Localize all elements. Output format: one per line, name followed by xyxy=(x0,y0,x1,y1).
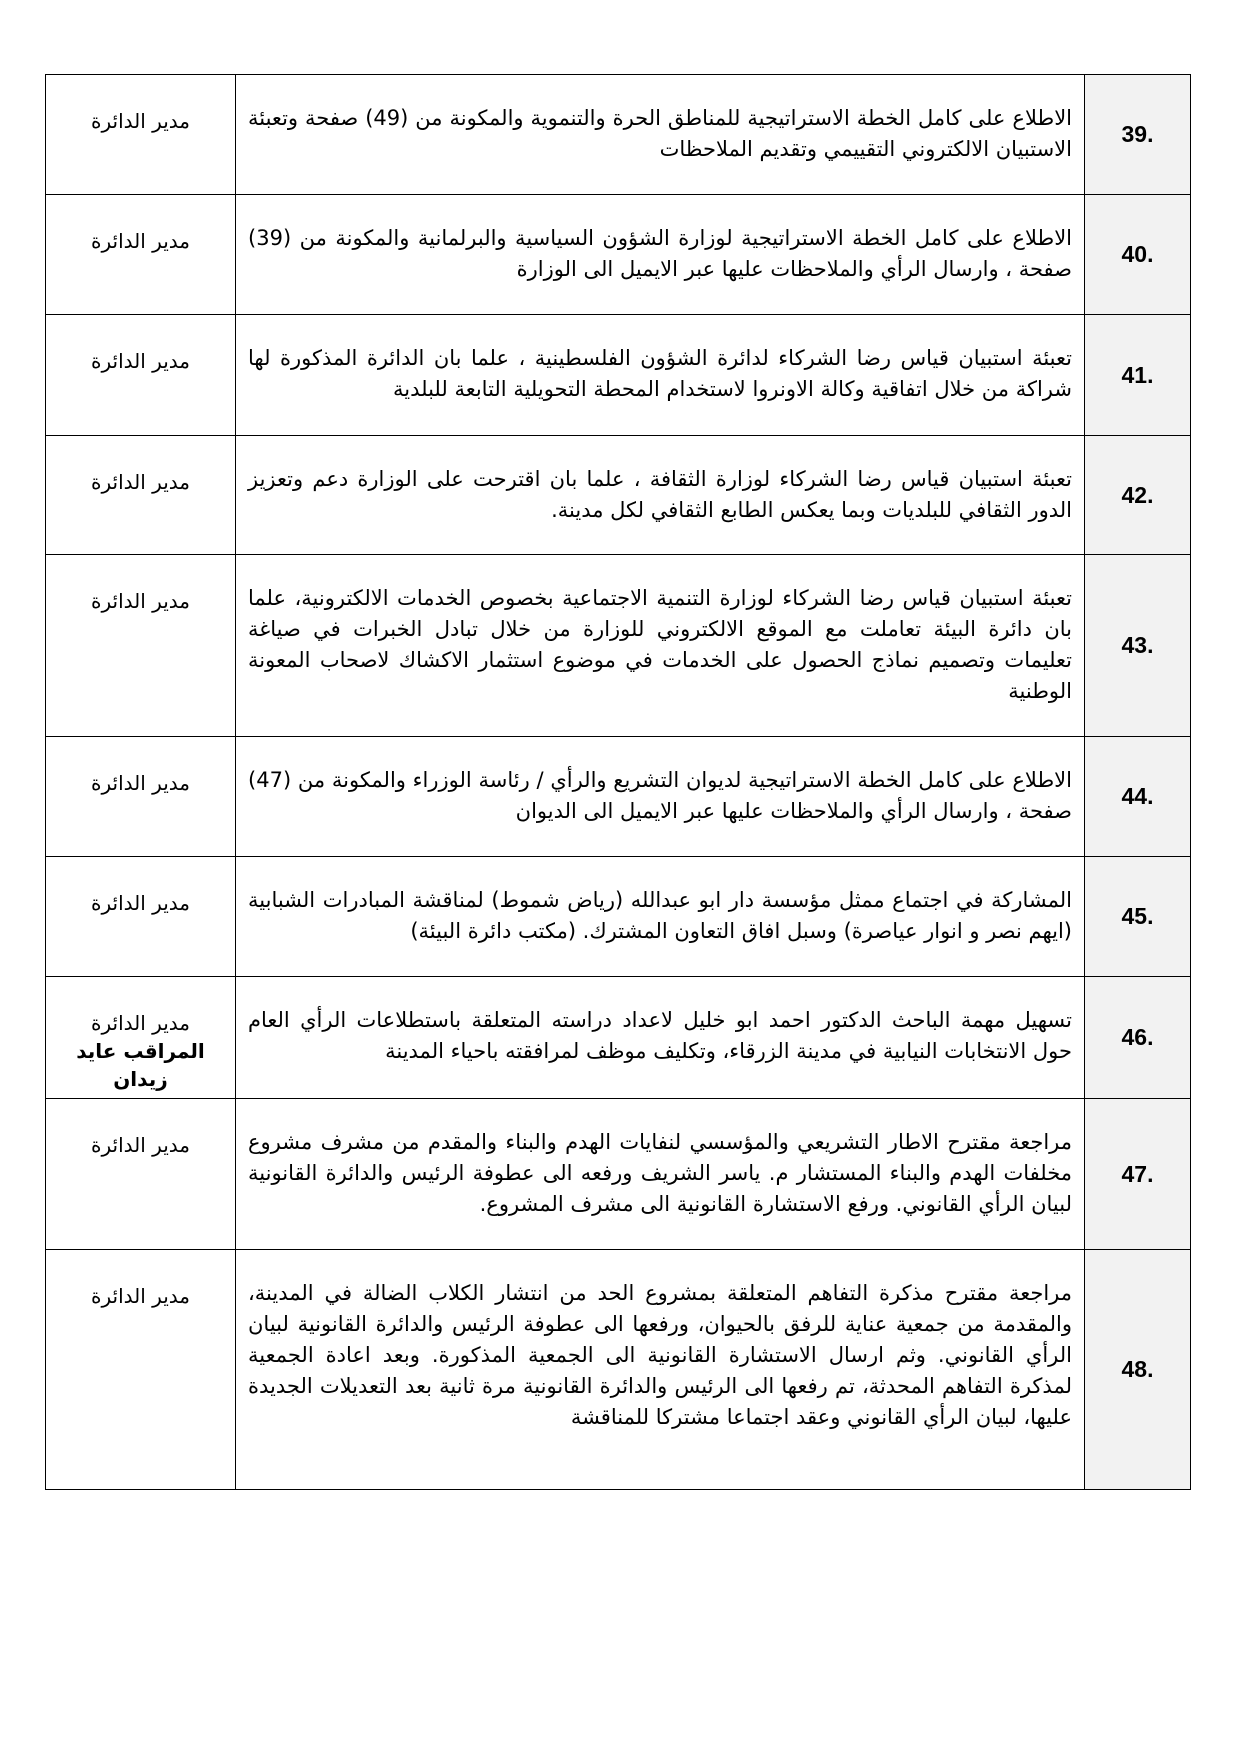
owner-name: مدير الدائرة xyxy=(91,1011,190,1035)
task-description: مراجعة مقترح مذكرة التفاهم المتعلقة بمشروع الحد من انتشار الكلاب الضالة في المدينة، والمقدمة من جمعية عناية للرفق بالحيوان، ورفعها الى عطوفة الرئيس والدائرة القانونية لبيان الرأي القانوني. وثم ارسال الاستشارة القانونية الى الجمعية المذكورة. وبعد اعادة الجمعية لمذكرة التفاهم المحدثة، تم رفعها الى الرئيس والدائرة القانونية مرة ثانية بعد التعديلات الجديدة عليها، لبيان الرأي القانوني وعقد اجتماعا مشتركا للمناقشة xyxy=(248,1281,1072,1429)
row-number-cell xyxy=(1085,75,1191,195)
row-number: 48. xyxy=(1121,1356,1154,1382)
task-description-cell xyxy=(236,436,1085,555)
owner-cell xyxy=(46,857,236,977)
task-description: المشاركة في اجتماع ممثل مؤسسة دار ابو عبدالله (رياض شموط) لمناقشة المبادرات الشبابية (ايهم نصر و انوار عياصرة) وسبل افاق التعاون المشترك. (مكتب دائرة البيئة) xyxy=(248,888,1072,943)
owner-name: مدير الدائرة xyxy=(91,771,190,795)
task-description: تعبئة استبيان قياس رضا الشركاء لدائرة الشؤون الفلسطينية ، علما بان الدائرة المذكورة لها شراكة من خلال اتفاقية وكالة الاونروا لاستخدام المحطة التحويلية التابعة للبلدية xyxy=(248,346,1072,401)
task-description: الاطلاع على كامل الخطة الاستراتيجية للمناطق الحرة والتنموية والمكونة من (49) صفحة وتعبئة الاستبيان الالكتروني التقييمي وتقديم الملاحظات xyxy=(248,106,1072,161)
row-number: 46. xyxy=(1121,1024,1154,1050)
table-row xyxy=(46,315,1191,436)
task-description-cell xyxy=(236,315,1085,436)
row-number: 43. xyxy=(1121,632,1154,658)
table-row xyxy=(46,436,1191,555)
row-number: 44. xyxy=(1121,783,1154,809)
task-description: تسهيل مهمة الباحث الدكتور احمد ابو خليل لاعداد دراسته المتعلقة باستطلاعات الرأي العام حول الانتخابات النيابية في مدينة الزرقاء، وتكليف موظف لمرافقته باحياء المدينة xyxy=(248,1008,1072,1063)
owner-name: مدير الدائرة xyxy=(91,1133,190,1157)
row-number-cell xyxy=(1085,1099,1191,1250)
owner-name: مدير الدائرة xyxy=(91,891,190,915)
owner-cell xyxy=(46,1250,236,1490)
table-row xyxy=(46,737,1191,857)
task-description-cell xyxy=(236,555,1085,737)
owner-cell xyxy=(46,75,236,195)
row-number-cell xyxy=(1085,195,1191,315)
row-number-cell xyxy=(1085,1250,1191,1490)
owner-cell xyxy=(46,1099,236,1250)
task-description-cell xyxy=(236,75,1085,195)
row-number-cell xyxy=(1085,436,1191,555)
task-description: الاطلاع على كامل الخطة الاستراتيجية لوزارة الشؤون السياسية والبرلمانية والمكونة من (39) صفحة ، وارسال الرأي والملاحظات عليها عبر الايميل الى الوزارة xyxy=(248,226,1072,281)
table-row xyxy=(46,75,1191,195)
task-description: الاطلاع على كامل الخطة الاستراتيجية لديوان التشريع والرأي / رئاسة الوزراء والمكونة من (47) صفحة ، وارسال الرأي والملاحظات عليها عبر الايميل الى الديوان xyxy=(248,768,1072,823)
owner-name: مدير الدائرة xyxy=(91,229,190,253)
row-number: 41. xyxy=(1121,361,1154,388)
task-description-cell xyxy=(236,977,1085,1099)
task-description-cell xyxy=(236,1250,1085,1490)
owner-cell xyxy=(46,737,236,857)
task-description: تعبئة استبيان قياس رضا الشركاء لوزارة الثقافة ، علما بان اقترحت على الوزارة دعم وتعزيز الدور الثقافي للبلديات وبما يعكس الطابع الثقافي لكل مدينة. xyxy=(248,467,1072,522)
task-description-cell xyxy=(236,1099,1085,1250)
owner-name: مدير الدائرة xyxy=(91,1284,190,1308)
owner-name: مدير الدائرة xyxy=(91,470,190,494)
row-number: 40. xyxy=(1121,241,1154,267)
row-number: 39. xyxy=(1121,121,1154,147)
owner-cell xyxy=(46,977,236,1099)
owner-name: مدير الدائرة xyxy=(91,589,190,613)
tasks-table-body xyxy=(46,75,1191,1490)
row-number: 47. xyxy=(1121,1160,1154,1187)
owner-cell xyxy=(46,195,236,315)
table-row xyxy=(46,195,1191,315)
owner-cell xyxy=(46,315,236,436)
owner-name: مدير الدائرة xyxy=(91,109,190,133)
owner-extra: المراقب عايد زيدان xyxy=(76,1039,205,1091)
table-row xyxy=(46,555,1191,737)
table-row xyxy=(46,1099,1191,1250)
row-number: 45. xyxy=(1121,903,1154,929)
row-number-cell xyxy=(1085,977,1191,1099)
task-description: مراجعة مقترح الاطار التشريعي والمؤسسي لنفايات الهدم والبناء والمقدم من مشرف مشروع مخلفات الهدم والبناء المستشار م. ياسر الشريف ورفعه الى عطوفة الرئيس والدائرة القانونية لبيان الرأي القانوني. ورفع الاستشارة القانونية الى مشرف المشروع. xyxy=(248,1130,1072,1216)
task-description: تعبئة استبيان قياس رضا الشركاء لوزارة التنمية الاجتماعية بخصوص الخدمات الالكترونية، علما بان دائرة البيئة تعاملت مع الموقع الالكتروني للوزارة من خلال تبادل الخبرات في صياغة تعليمات وتصميم نماذج الحصول على الخدمات في موضوع استثمار الاكشاك لاصحاب المعونة الوطنية xyxy=(248,586,1072,703)
task-description-cell xyxy=(236,195,1085,315)
task-description-cell xyxy=(236,737,1085,857)
table-row xyxy=(46,1250,1191,1490)
row-number-cell xyxy=(1085,555,1191,737)
owner-cell xyxy=(46,436,236,555)
row-number: 42. xyxy=(1121,481,1154,508)
tasks-table xyxy=(45,74,1191,1490)
table-row xyxy=(46,977,1191,1099)
owner-name: مدير الدائرة xyxy=(91,349,190,373)
row-number-cell xyxy=(1085,737,1191,857)
table-row xyxy=(46,857,1191,977)
row-number-cell xyxy=(1085,857,1191,977)
task-description-cell xyxy=(236,857,1085,977)
owner-cell xyxy=(46,555,236,737)
row-number-cell xyxy=(1085,315,1191,436)
